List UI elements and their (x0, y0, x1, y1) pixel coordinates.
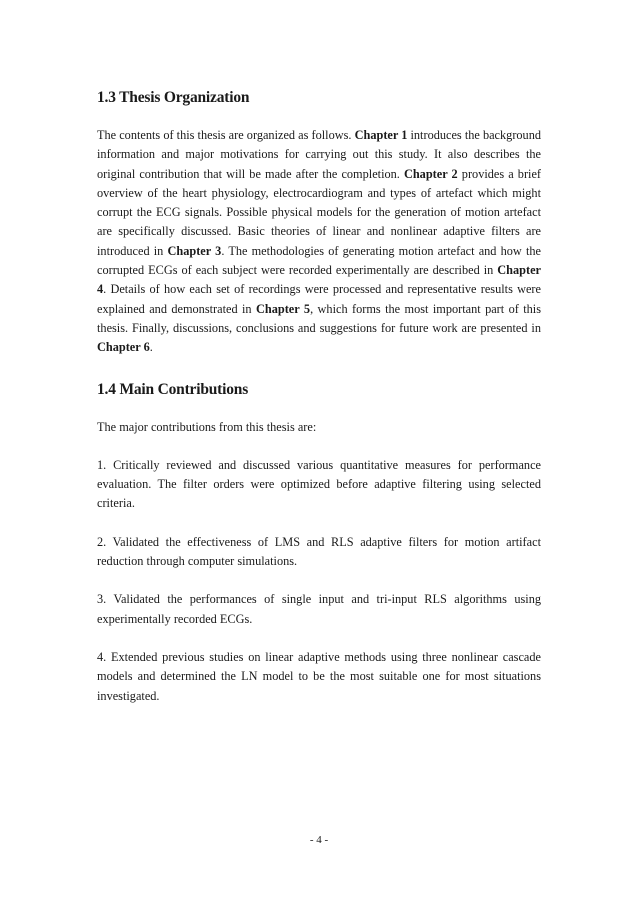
contribution-item-3: 3. Validated the performances of single input and tri-input RLS algorithms using experimentally recorded ECGs. (97, 592, 541, 626)
document-page (97, 84, 541, 706)
chapter-reference: Chapter 1 (354, 128, 408, 142)
paragraph-text: . (149, 340, 153, 355)
page-number: - 4 - (309, 834, 329, 846)
chapter-reference: Chapter 3 (167, 243, 222, 258)
section-title-thesis-organization: 1.3 Thesis Organization (97, 89, 250, 106)
contribution-item-4: 4. Extended previous studies on linear adaptive methods using three nonlinear cascade models and determined the LN model to be the most suitable one for most situations investigated. (97, 649, 541, 703)
paragraph-text: , which forms the most important part of this thesis. Finally, discussions, conclusions and suggestions for future work are presented in (97, 301, 542, 335)
contributions-lead-sentence: The major contributions from this thesis are: (97, 419, 317, 434)
section-title-main-contributions: 1.4 Main Contributions (97, 380, 249, 398)
thesis-organization-paragraph (97, 126, 541, 358)
paragraph-text: . The methodologies of generating motion artefact and how the corrupted ECGs of each subject were recorded experimentally are described in (97, 243, 541, 278)
chapter-reference: Chapter 6 (97, 340, 150, 355)
contribution-item-1: 1. Critically reviewed and discussed various quantitative measures for performance evaluation. The filter orders were optimized before adaptive filtering using selected criteria. (97, 457, 541, 511)
paragraph-text: The contents of this thesis are organized as follows. (97, 128, 355, 142)
chapter-reference: Chapter 4 (97, 263, 541, 297)
chapter-reference: Chapter 2 (403, 166, 458, 181)
paragraph-text: provides a brief overview of the heart physiology, electrocardiogram and types of artefact which might corrupt the ECG signals. Possible physical models for the generation of motion artefact are specifically discussed. Basic theories of linear and nonlinear adaptive filters are introduced in (97, 166, 542, 258)
paragraph-text: introduces the background information and major motivations for carrying out this study. It also describes the original contribution that will be made after the completion. (97, 128, 542, 181)
contribution-item-2: 2. Validated the effectiveness of LMS and RLS adaptive filters for motion artifact reduction through computer simulations. (97, 534, 541, 569)
chapter-reference: Chapter 5 (256, 301, 311, 316)
paragraph-text: . Details of how each set of recordings were processed and representative results were explained and demonstrated in (97, 282, 541, 316)
